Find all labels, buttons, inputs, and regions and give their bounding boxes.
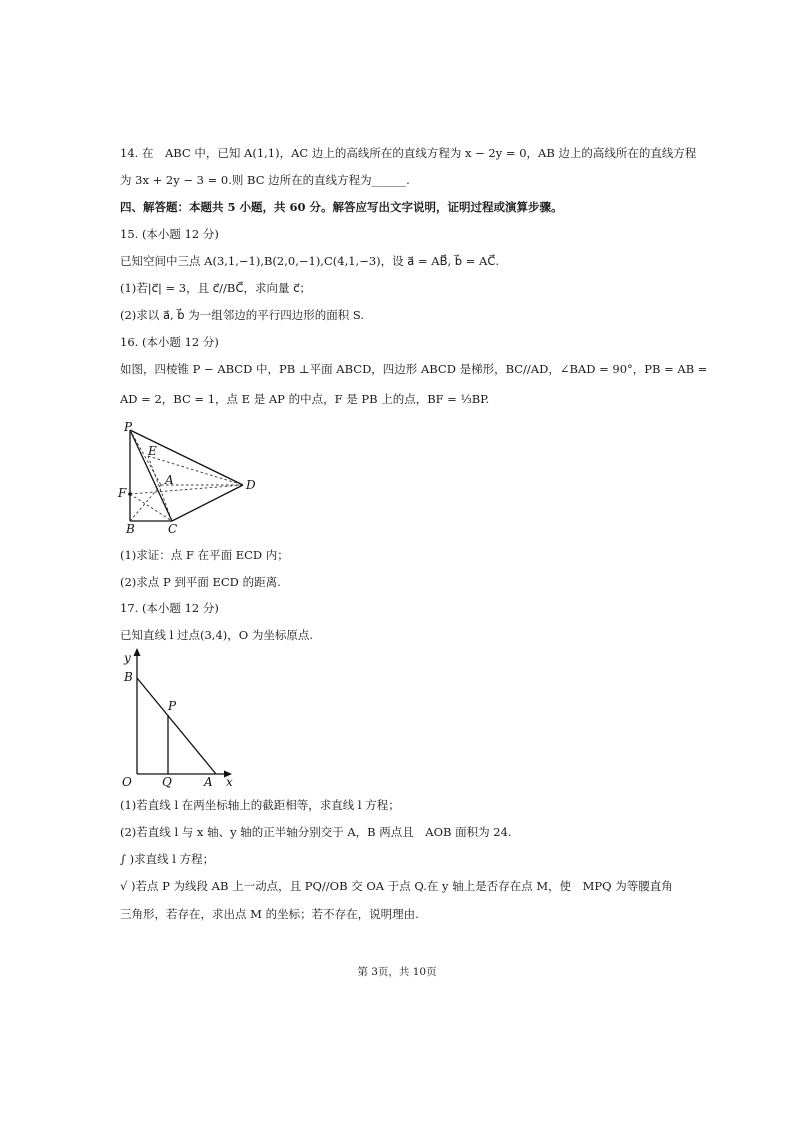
label-x: x (226, 775, 233, 788)
label-D: D (246, 478, 256, 492)
label-E: E (148, 444, 157, 458)
page-footer: 第 3页，共 10页 (357, 966, 437, 978)
q14-line-1: 14. 在 ABC 中，已知 A(1,1)，AC 边上的高线所在的直线方程为 x − 2y = 0，AB 边上的高线所在的直线方程 (120, 146, 697, 160)
label-B: B (126, 522, 135, 536)
q16-stem-2: AD = 2，BC = 1，点 E 是 AP 的中点，F 是 PB 上的点，BF = ⅓BP. (120, 392, 490, 406)
q16-part-2: (2)求点 P 到平面 ECD 的距离. (120, 575, 281, 589)
q17-header: 17. (本小题 12 分) (120, 601, 219, 615)
label-P: P (124, 420, 133, 434)
q17-sub-2a: √ )若点 P 为线段 AB 上一动点，且 PQ//OB 交 OA 于点 Q.在 y 轴上是否存在点 M，使 MPQ 为等腰直角 (120, 879, 673, 893)
q17-sub-1: ∫ )求直线 l 方程； (120, 852, 215, 866)
section-heading: 四、解答题：本题共 5 小题，共 60 分。解答应写出文字说明，证明过程或演算步骤。 (120, 200, 563, 214)
q15-part-1: (1)若|c⃗| = 3，且 c⃗//BC⃗，求向量 c⃗； (120, 281, 312, 295)
coordinate-figure (110, 646, 245, 792)
q17-part-1: (1)若直线 l 在两坐标轴上的截距相等，求直线 l 方程； (120, 798, 400, 812)
q16-stem-1: 如图，四棱锥 P − ABCD 中，PB ⊥平面 ABCD，四边形 ABCD 是梯形，BC//AD，∠BAD = 90°，PB = AB = (120, 362, 708, 376)
q15-part-2: (2)求以 a⃗, b⃗ 为一组邻边的平行四边形的面积 S. (120, 308, 365, 322)
pyramid-figure (110, 418, 270, 542)
q17-part-2: (2)若直线 l 与 x 轴、y 轴的正半轴分别交于 A，B 两点且 AOB 面积为 24. (120, 825, 512, 839)
q17-stem: 已知直线 l 过点(3,4)，O 为坐标原点. (120, 628, 313, 642)
label-A: A (204, 775, 213, 788)
label-y: y (124, 651, 131, 665)
label-C: C (168, 522, 178, 536)
label-P: P (168, 699, 177, 713)
q14-line-2: 为 3x + 2y − 3 = 0.则 BC 边所在的直线方程为______. (120, 173, 410, 187)
q17-sub-2b: 三角形，若存在，求出点 M 的坐标；若不存在，说明理由. (120, 907, 419, 921)
label-Q: Q (162, 775, 172, 788)
label-A: A (165, 473, 174, 487)
label-O: O (122, 775, 132, 788)
q16-part-1: (1)求证：点 F 在平面 ECD 内； (120, 548, 289, 562)
label-F: F (118, 486, 127, 500)
q16-header: 16. (本小题 12 分) (120, 335, 219, 349)
q15-header: 15. (本小题 12 分) (120, 227, 219, 241)
label-B: B (124, 670, 133, 684)
q15-stem: 已知空间中三点 A(3,1,−1),B(2,0,−1),C(4,1,−3)，设 a⃗ = AB⃗, b⃗ = AC⃗. (120, 254, 500, 268)
